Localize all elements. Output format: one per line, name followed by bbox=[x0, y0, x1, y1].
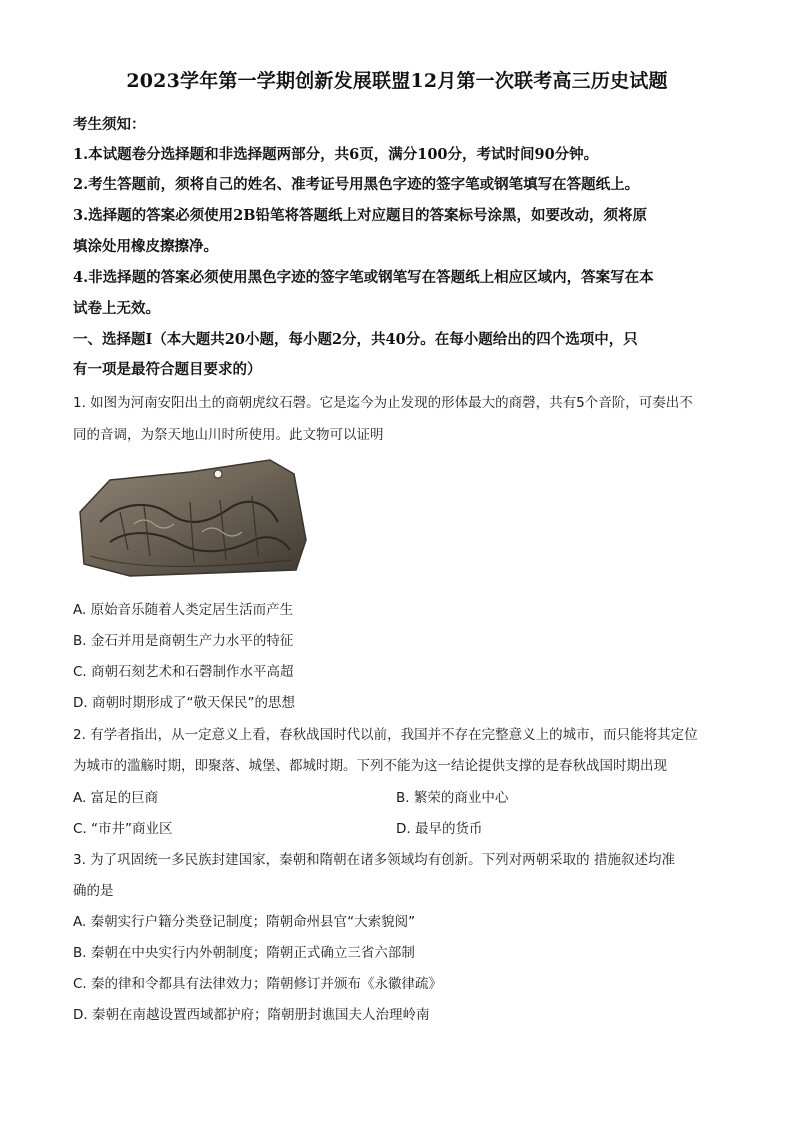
question-3-option-c: C. 秦的律和令都具有法律效力；隋朝修订并颁布《永徽律疏》 bbox=[73, 976, 443, 992]
question-1-option-c: C. 商朝石刻艺术和石磬制作水平高超 bbox=[73, 664, 294, 680]
question-1-stem: 1. 如图为河南安阳出土的商朝虎纹石磬。它是迄今为止发现的形体最大的商磬，共有5个音阶，可奏出不 bbox=[73, 395, 693, 411]
question-2-option-b: B. 繁荣的商业中心 bbox=[396, 790, 509, 806]
notice-item: 3.选择题的答案必须使用2B铅笔将答题纸上对应题目的答案标号涂黑，如要改动，须将原 bbox=[73, 207, 647, 224]
question-3-option-b: B. 秦朝在中央实行内外朝制度；隋朝正式确立三省六部制 bbox=[73, 945, 415, 961]
question-3-stem: 3. 为了巩固统一多民族封建国家，秦朝和隋朝在诸多领域均有创新。下列对两朝采取的 措施叙述均准 bbox=[73, 852, 675, 868]
question-3-option-a: A. 秦朝实行户籍分类登记制度；隋朝命州县官“大索貌阅” bbox=[73, 914, 416, 930]
notice-item: 1.本试题卷分选择题和非选择题两部分，共6页，满分100分，考试时间90分钟。 bbox=[73, 146, 599, 163]
notice-item: 试卷上无效。 bbox=[73, 300, 160, 317]
section-heading: 一、选择题Ⅰ（本大题共20小题，每小题2分，共40分。在每小题给出的四个选项中，只 bbox=[73, 331, 638, 348]
tiger-stone-chime-image bbox=[70, 452, 310, 582]
question-2-option-d: D. 最早的货币 bbox=[396, 821, 483, 837]
section-heading-cont: 有一项是最符合题目要求的） bbox=[73, 361, 262, 378]
notice-heading: 考生须知： bbox=[73, 116, 146, 133]
page-title: 2023学年第一学期创新发展联盟12月第一次联考高三历史试题 bbox=[126, 70, 668, 92]
question-2-option-c: C. “市井”商业区 bbox=[73, 821, 173, 837]
notice-item: 2.考生答题前，须将自己的姓名、准考证号用黑色字迹的签字笔或钢笔填写在答题纸上。 bbox=[73, 176, 640, 193]
question-1-stem-cont: 同的音调，为祭天地山川时所使用。此文物可以证明 bbox=[73, 427, 384, 443]
notice-item: 填涂处用橡皮擦擦净。 bbox=[73, 238, 218, 255]
question-2-stem-cont: 为城市的滥觞时期，即聚落、城堡、都城时期。下列不能为这一结论提供支撑的是春秋战国时期出现 bbox=[73, 758, 667, 774]
question-2-option-a: A. 富足的巨商 bbox=[73, 790, 159, 806]
question-1-option-b: B. 金石并用是商朝生产力水平的特征 bbox=[73, 633, 294, 649]
question-1-option-d: D. 商朝时期形成了“敬天保民”的思想 bbox=[73, 695, 295, 711]
notice-item: 4.非选择题的答案必须使用黑色字迹的签字笔或钢笔写在答题纸上相应区域内，答案写在本 bbox=[73, 269, 654, 286]
question-3-option-d: D. 秦朝在南越设置西域都护府；隋朝册封谯国夫人治理岭南 bbox=[73, 1007, 430, 1023]
question-2-stem: 2. 有学者指出，从一定意义上看，春秋战国时代以前，我国并不存在完整意义上的城市，而只能将其定位 bbox=[73, 727, 698, 743]
question-3-stem-cont: 确的是 bbox=[73, 883, 114, 899]
question-1-option-a: A. 原始音乐随着人类定居生活而产生 bbox=[73, 602, 294, 618]
